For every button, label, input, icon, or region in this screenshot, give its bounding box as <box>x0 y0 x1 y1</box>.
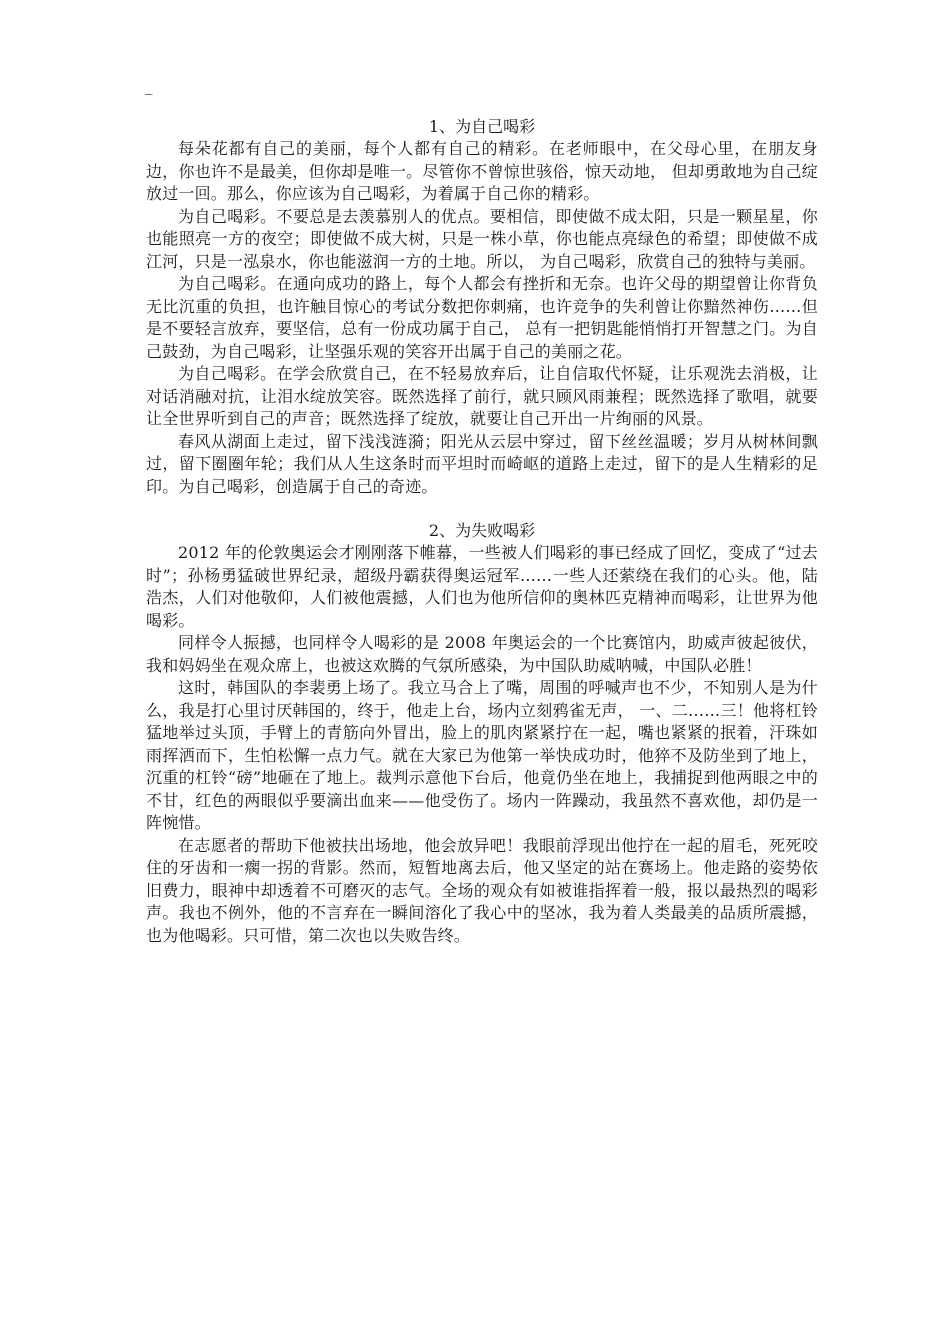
paragraph: 这时，韩国队的李裴勇上场了。我立马合上了嘴，周围的呼喊声也不少，不知别人是为什么，我是打心里讨厌韩国的，终于，他走上台，场内立刻鸦雀无声， 一、二……三！他将杠铃猛地举过头顶，手臂上的青筋向外冒出，脸上的肌肉紧紧拧在一起，嘴也紧紧的抿着，汗珠如雨挥洒而下，生怕松懈一点力气。就在大家已为他第一举快成功时，他猝不及防坐到了地上，沉重的杠铃“磅”地砸在了地上。裁判示意他下台后，他竟仍坐在地上，我捕捉到他两眼之中的不甘，红色的两眼似乎要滴出血来——他受伤了。场内一阵躁动，我虽然不喜欢他，却仍是一阵惋惜。 <box>146 678 818 832</box>
paragraph: 春风从湖面上走过，留下浅浅涟漪；阳光从云层中穿过，留下丝丝温暖；岁月从树林间飘过，留下圈圈年轮；我们从人生这条时而平坦时而崎岖的道路上走过，留下的是人生精彩的足印。为自己喝彩，创造属于自己的奇迹。 <box>146 431 818 496</box>
document-body <box>146 116 818 947</box>
section-title: 2、为失败喝彩 <box>428 521 536 540</box>
section-title: 1、为自己喝彩 <box>428 117 536 136</box>
section-1 <box>146 116 818 498</box>
paragraph: 同样令人振撼，也同样令人喝彩的是 2008 年奥运会的一个比赛馆内，助威声彼起彼伏，我和妈妈坐在观众席上，也被这欢腾的气氛所感染，为中国队助威呐喊，中国队必胜！ <box>146 633 818 675</box>
paragraph: 在志愿者的帮助下他被扶出场地，他会放异吧！我眼前浮现出他拧在一起的眉毛，死死咬住的牙齿和一瘸一拐的背影。然而，短暂地离去后，他又坚定的站在赛场上。他走路的姿势依旧费力，眼神中却透着不可磨灭的志气。全场的观众有如被谁指挥着一般，报以最热烈的喝彩声。我也不例外，他的不言弃在一瞬间溶化了我心中的坚冰，我为着人类最美的品质所震撼，也为他喝彩。只可惜，第二次也以失败告终。 <box>146 835 818 945</box>
paragraph: 2012 年的伦敦奥运会才刚刚落下帷幕，一些被人们喝彩的事已经成了回忆，变成了“过去时”；孙杨勇猛破世界纪录，超级丹霸获得奥运冠军……一些人还萦绕在我们的心头。他，陆浩杰，人们对他敬仰，人们被他震撼，人们也为他所信仰的奥林匹克精神而喝彩，让世界为他喝彩。 <box>146 543 818 630</box>
paragraph: 为自己喝彩。在通向成功的路上，每个人都会有挫折和无奈。也许父母的期望曾让你背负无比沉重的负担，也许触目惊心的考试分数把你刺痛，也许竞争的失利曾让你黯然神伤……但是不要轻言放弃，要坚信，总有一份成功属于自己， 总有一把钥匙能悄悄打开智慧之门。为自己鼓劲，为自己喝彩，让坚强乐观的笑容开出属于自己的美丽之花。 <box>146 274 818 361</box>
section-2 <box>146 520 818 947</box>
corner-mark: _ <box>145 77 153 95</box>
paragraph: 每朵花都有自己的美丽，每个人都有自己的精彩。在老师眼中，在父母心里，在朋友身边，你也许不是最美，但你却是唯一。尽管你不曾惊世骇俗，惊天动地， 但却勇敢地为自己绽放过一回。那么，你应该为自己喝彩，为着属于自己你的精彩。 <box>146 139 818 203</box>
paragraph: 为自己喝彩。在学会欣赏自己，在不轻易放弃后，让自信取代怀疑，让乐观洗去消极，让对话消融对抗，让泪水绽放笑容。既然选择了前行，就只顾风雨兼程；既然选择了歌唱，就要让全世界听到自己的声音；既然选择了绽放，就要让自己开出一片绚丽的风景。 <box>146 364 818 428</box>
paragraph: 为自己喝彩。不要总是去羡慕别人的优点。要相信，即使做不成太阳，只是一颗星星，你也能照亮一方的夜空；即使做不成大树，只是一株小草，你也能点亮绿色的希望；即使做不成江河，只是一泓泉水，你也能滋润一方的土地。所以， 为自己喝彩，欣赏自己的独特与美丽。 <box>146 206 818 271</box>
